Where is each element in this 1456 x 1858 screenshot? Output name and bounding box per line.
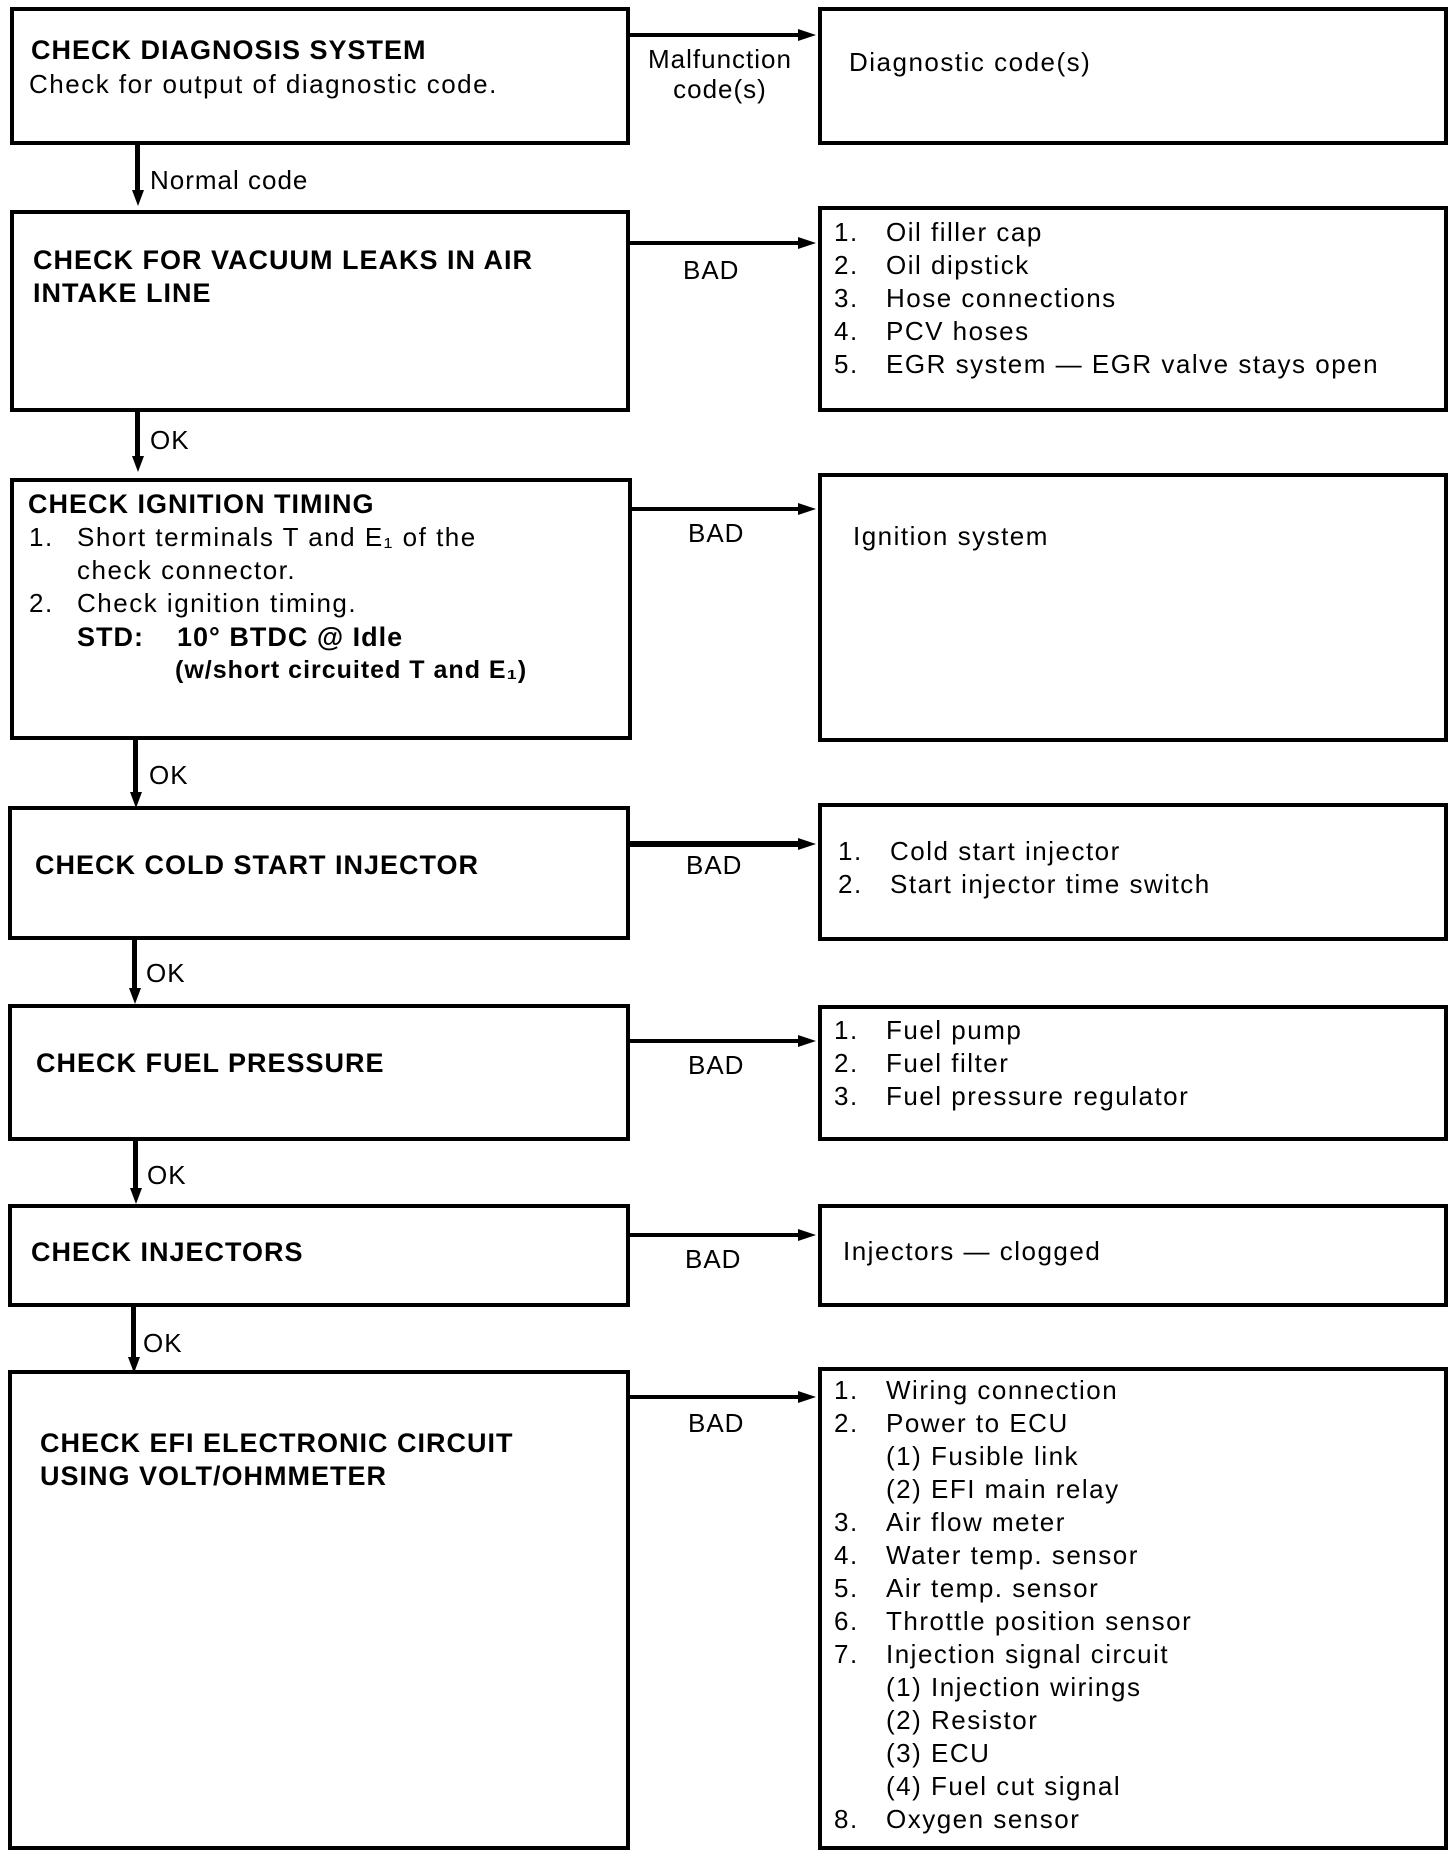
list-item: 3. Air flow meter [834, 1507, 1066, 1537]
down-label-ok: OK [150, 425, 190, 455]
list-item: 3. Fuel pressure regulator [834, 1081, 1190, 1111]
arrow-down-icon [132, 456, 144, 472]
step-title-ignition-timing: CHECK IGNITION TIMING [28, 489, 375, 519]
connector-line [132, 940, 137, 992]
result-text-ignition-system: Ignition system [853, 521, 1049, 551]
down-label-ok: OK [147, 1160, 187, 1190]
down-label-ok: OK [143, 1328, 183, 1358]
sub-item-num: 1. [29, 522, 54, 552]
list-item: 5. EGR system — EGR valve stays open [834, 349, 1380, 379]
sub-item-num: 2. [29, 588, 54, 618]
list-item: 7. Injection signal circuit [834, 1639, 1170, 1669]
result-text-injectors: Injectors — clogged [843, 1236, 1102, 1266]
branch-label-bad: BAD [683, 255, 740, 285]
list-item: (3) ECU [886, 1738, 991, 1768]
result-list-vacuum-leaks [834, 216, 1379, 381]
sub-item-text: Short terminals T and E₁ of the [77, 522, 477, 552]
list-item: 1. Fuel pump [834, 1015, 1023, 1045]
list-item: 2. Oil dipstick [834, 250, 1030, 280]
connector-line [630, 1395, 800, 1399]
list-item: (1) Injection wirings [886, 1672, 1142, 1702]
list-item: 1. Oil filler cap [834, 217, 1043, 247]
branch-label-malfunction [640, 44, 800, 104]
list-item: (1) Fusible link [886, 1441, 1080, 1471]
connector-line [133, 1141, 138, 1192]
connector-line [632, 507, 800, 511]
branch-label-bad: BAD [688, 518, 745, 548]
arrow-down-icon [130, 1188, 142, 1204]
list-item: 2. Fuel filter [834, 1048, 1010, 1078]
arrow-right-icon [798, 1035, 816, 1047]
connector-line [135, 145, 140, 192]
list-item: 1. Wiring connection [834, 1375, 1119, 1405]
step-box-vacuum-leaks [10, 210, 630, 412]
std-label: STD: [77, 622, 144, 652]
branch-label-bad: BAD [688, 1050, 745, 1080]
step-title-injectors: CHECK INJECTORS [31, 1237, 304, 1267]
sub-item-text: check connector. [77, 555, 297, 585]
arrow-right-icon [798, 838, 816, 850]
connector-line [131, 1307, 136, 1361]
arrow-down-icon [132, 190, 144, 206]
step-title-fuel-pressure: CHECK FUEL PRESSURE [36, 1048, 385, 1078]
branch-label-text: Malfunction code(s) [648, 44, 792, 104]
result-text-diagnostic-codes: Diagnostic code(s) [849, 47, 1092, 77]
step-title-efi-circuit-line2: USING VOLT/OHMMETER [40, 1461, 387, 1491]
list-item: 1. Cold start injector [838, 836, 1121, 866]
result-list-cold-start [838, 835, 1211, 901]
down-label-ok: OK [146, 958, 186, 988]
list-item: 8. Oxygen sensor [834, 1804, 1081, 1834]
connector-line [630, 33, 800, 37]
list-item: 4. PCV hoses [834, 316, 1030, 346]
connector-line [135, 412, 140, 459]
connector-line [630, 241, 800, 245]
list-item: (4) Fuel cut signal [886, 1771, 1122, 1801]
arrow-right-icon [798, 29, 816, 41]
down-label-normal-code: Normal code [150, 165, 309, 195]
list-item: 6. Throttle position sensor [834, 1606, 1193, 1636]
connector-line [630, 1233, 800, 1237]
step-title-vacuum-leaks-line2: INTAKE LINE [33, 278, 212, 308]
branch-label-bad: BAD [686, 850, 743, 880]
std-value: 10° BTDC @ Idle [177, 622, 404, 652]
branch-label-bad: BAD [688, 1408, 745, 1438]
down-label-ok: OK [149, 760, 189, 790]
list-item: 3. Hose connections [834, 283, 1117, 313]
result-list-fuel-pressure [834, 1014, 1189, 1113]
step-title-cold-start-injector: CHECK COLD START INJECTOR [35, 850, 480, 880]
arrow-right-icon [798, 1391, 816, 1403]
step-title-diagnosis: CHECK DIAGNOSIS SYSTEM [31, 35, 427, 65]
arrow-down-icon [129, 988, 141, 1004]
sub-item-text: Check ignition timing. [77, 588, 358, 618]
list-item: 5. Air temp. sensor [834, 1573, 1100, 1603]
arrow-right-icon [798, 237, 816, 249]
connector-line [630, 1039, 800, 1043]
step-desc-diagnosis: Check for output of diagnostic code. [29, 69, 498, 99]
step-title-vacuum-leaks-line1: CHECK FOR VACUUM LEAKS IN AIR [33, 245, 533, 275]
result-list-efi-circuit [834, 1374, 1192, 1836]
connector-line [133, 740, 138, 795]
branch-label-bad: BAD [685, 1244, 742, 1274]
list-item: (2) Resistor [886, 1705, 1039, 1735]
arrow-right-icon [798, 503, 816, 515]
arrow-right-icon [798, 1229, 816, 1241]
result-box-ignition-system [818, 473, 1448, 742]
list-item: 2. Power to ECU [834, 1408, 1069, 1438]
list-item: (2) EFI main relay [886, 1474, 1120, 1504]
step-title-efi-circuit-line1: CHECK EFI ELECTRONIC CIRCUIT [40, 1428, 514, 1458]
list-item: 2. Start injector time switch [838, 869, 1211, 899]
std-note: (w/short circuited T and E₁) [175, 656, 528, 684]
list-item: 4. Water temp. sensor [834, 1540, 1139, 1570]
connector-line [630, 841, 800, 847]
